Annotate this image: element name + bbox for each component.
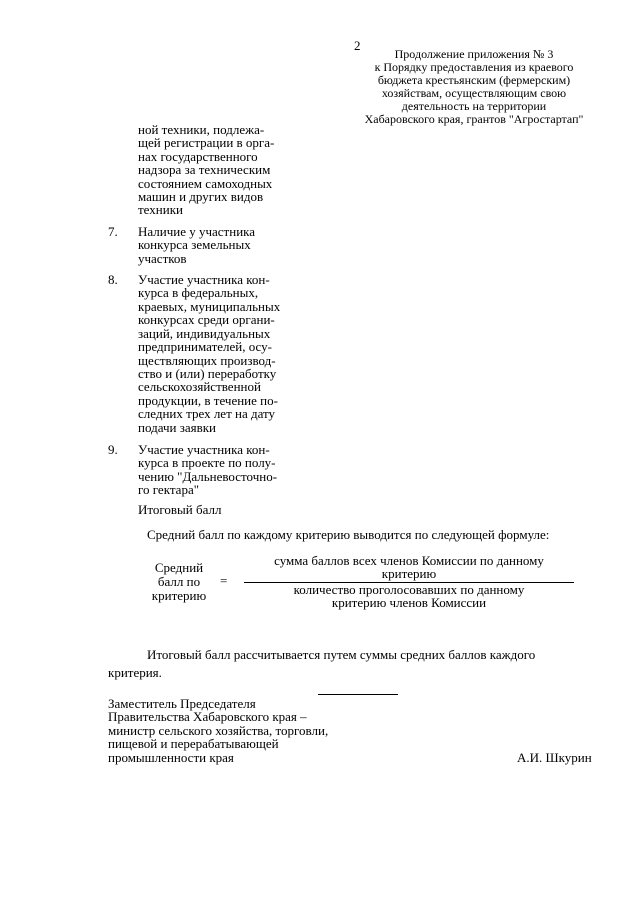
signature-title-line: министр сельского хозяйства, торговли, <box>108 722 329 738</box>
criterion-line: курса в федеральных, <box>138 285 259 301</box>
formula-numerator-line: сумма баллов всех членов Комиссии по данному <box>274 553 544 568</box>
criterion-number: 7. <box>108 223 118 239</box>
formula-denominator-line: критерию членов Комиссии <box>331 595 487 610</box>
appendix-header-line: Хабаровского края, грантов "Агростартап" <box>364 112 584 126</box>
signature-title <box>108 697 408 764</box>
formula-denominator <box>244 583 574 609</box>
criterion-line: ство и (или) переработку <box>138 365 277 381</box>
criterion-text <box>138 123 308 217</box>
criterion-line: конкурсах среди органи- <box>138 312 275 328</box>
criterion-item-9 <box>108 443 318 497</box>
criterion-line: подачи заявки <box>138 419 216 435</box>
appendix-header-line: бюджета крестьянским (фермерским) <box>377 73 571 87</box>
criterion-item-8 <box>108 273 318 434</box>
criterion-line: заций, индивидуальных <box>138 325 271 341</box>
criterion-text <box>138 273 308 434</box>
criterion-line: конкурса земельных <box>138 237 251 253</box>
total-score-label: Итоговый балл <box>138 501 222 517</box>
final-note-line: критерия. <box>108 665 162 680</box>
criterion-line: го гектара" <box>138 482 200 498</box>
formula-equals-sign: = <box>220 573 228 588</box>
criterion-line: состоянием самоходных <box>138 175 273 191</box>
formula-numerator-line: критерию <box>381 566 437 581</box>
criterion-number: 9. <box>108 441 118 457</box>
criterion-line: нах государственного <box>138 148 258 164</box>
criterion-line: сельскохозяйственной <box>138 379 261 395</box>
criterion-line: ной техники, подлежа- <box>138 122 265 137</box>
criterion-line: надзора за техническим <box>138 162 271 178</box>
criterion-line: предпринимателей, осу- <box>138 339 272 355</box>
formula-numerator <box>244 554 574 580</box>
formula-lhs-line: критерию <box>151 588 207 603</box>
criterion-line: чению "Дальневосточно- <box>138 468 278 484</box>
criterion-line: Участие участника кон- <box>138 441 270 457</box>
signature-title-line: Правительства Хабаровского края – <box>108 709 307 725</box>
formula-lhs <box>136 561 222 603</box>
criterion-item-7 <box>108 225 318 265</box>
total-score-row <box>108 503 318 516</box>
criterion-line: щей регистрации в орга- <box>138 135 275 151</box>
appendix-header <box>352 48 596 126</box>
criterion-line: следних трех лет на дату <box>138 406 276 422</box>
signature-title-line: Заместитель Председателя <box>108 696 256 711</box>
signature-name: А.И. Шкурин <box>517 750 592 765</box>
criterion-line: машин и других видов <box>138 189 264 205</box>
criterion-line: курса в проекте по полу- <box>138 455 276 471</box>
criterion-continuation <box>108 123 318 217</box>
formula-intro: Средний балл по каждому критерию выводится по следующей формуле: <box>147 527 550 542</box>
appendix-header-line: к Порядку предоставления из краевого <box>374 60 574 74</box>
criterion-line: Участие участника кон- <box>138 272 270 288</box>
final-note-line: Итоговый балл рассчитывается путем суммы средних баллов каждого <box>147 647 536 662</box>
appendix-header-line: Продолжение приложения № 3 <box>394 47 554 61</box>
criterion-line: продукции, в течение по- <box>138 392 278 408</box>
criterion-number: 8. <box>108 272 118 288</box>
criterion-line: краевых, муниципальных <box>138 298 281 314</box>
signature-title-line: промышленности края <box>108 749 234 765</box>
criteria-list <box>108 123 318 516</box>
signature-title-line: пищевой и перерабатывающей <box>108 736 279 752</box>
criterion-line: ществляющих производ- <box>138 352 276 368</box>
criterion-line: техники <box>138 202 183 218</box>
formula-denominator-line: количество проголосовавших по данному <box>293 582 525 597</box>
criterion-text <box>138 443 308 497</box>
formula-lhs-line: Средний <box>154 560 204 575</box>
final-note <box>108 646 608 682</box>
criterion-line: Наличие у участника <box>138 223 256 239</box>
page-number: 2 <box>354 38 361 53</box>
appendix-header-line: деятельность на территории <box>401 99 547 113</box>
formula-lhs-line: балл по <box>157 574 201 589</box>
appendix-header-line: хозяйствам, осуществляющим свою <box>381 86 567 100</box>
criterion-text <box>138 225 308 265</box>
divider-line <box>318 694 398 695</box>
criterion-line: участков <box>138 250 187 266</box>
